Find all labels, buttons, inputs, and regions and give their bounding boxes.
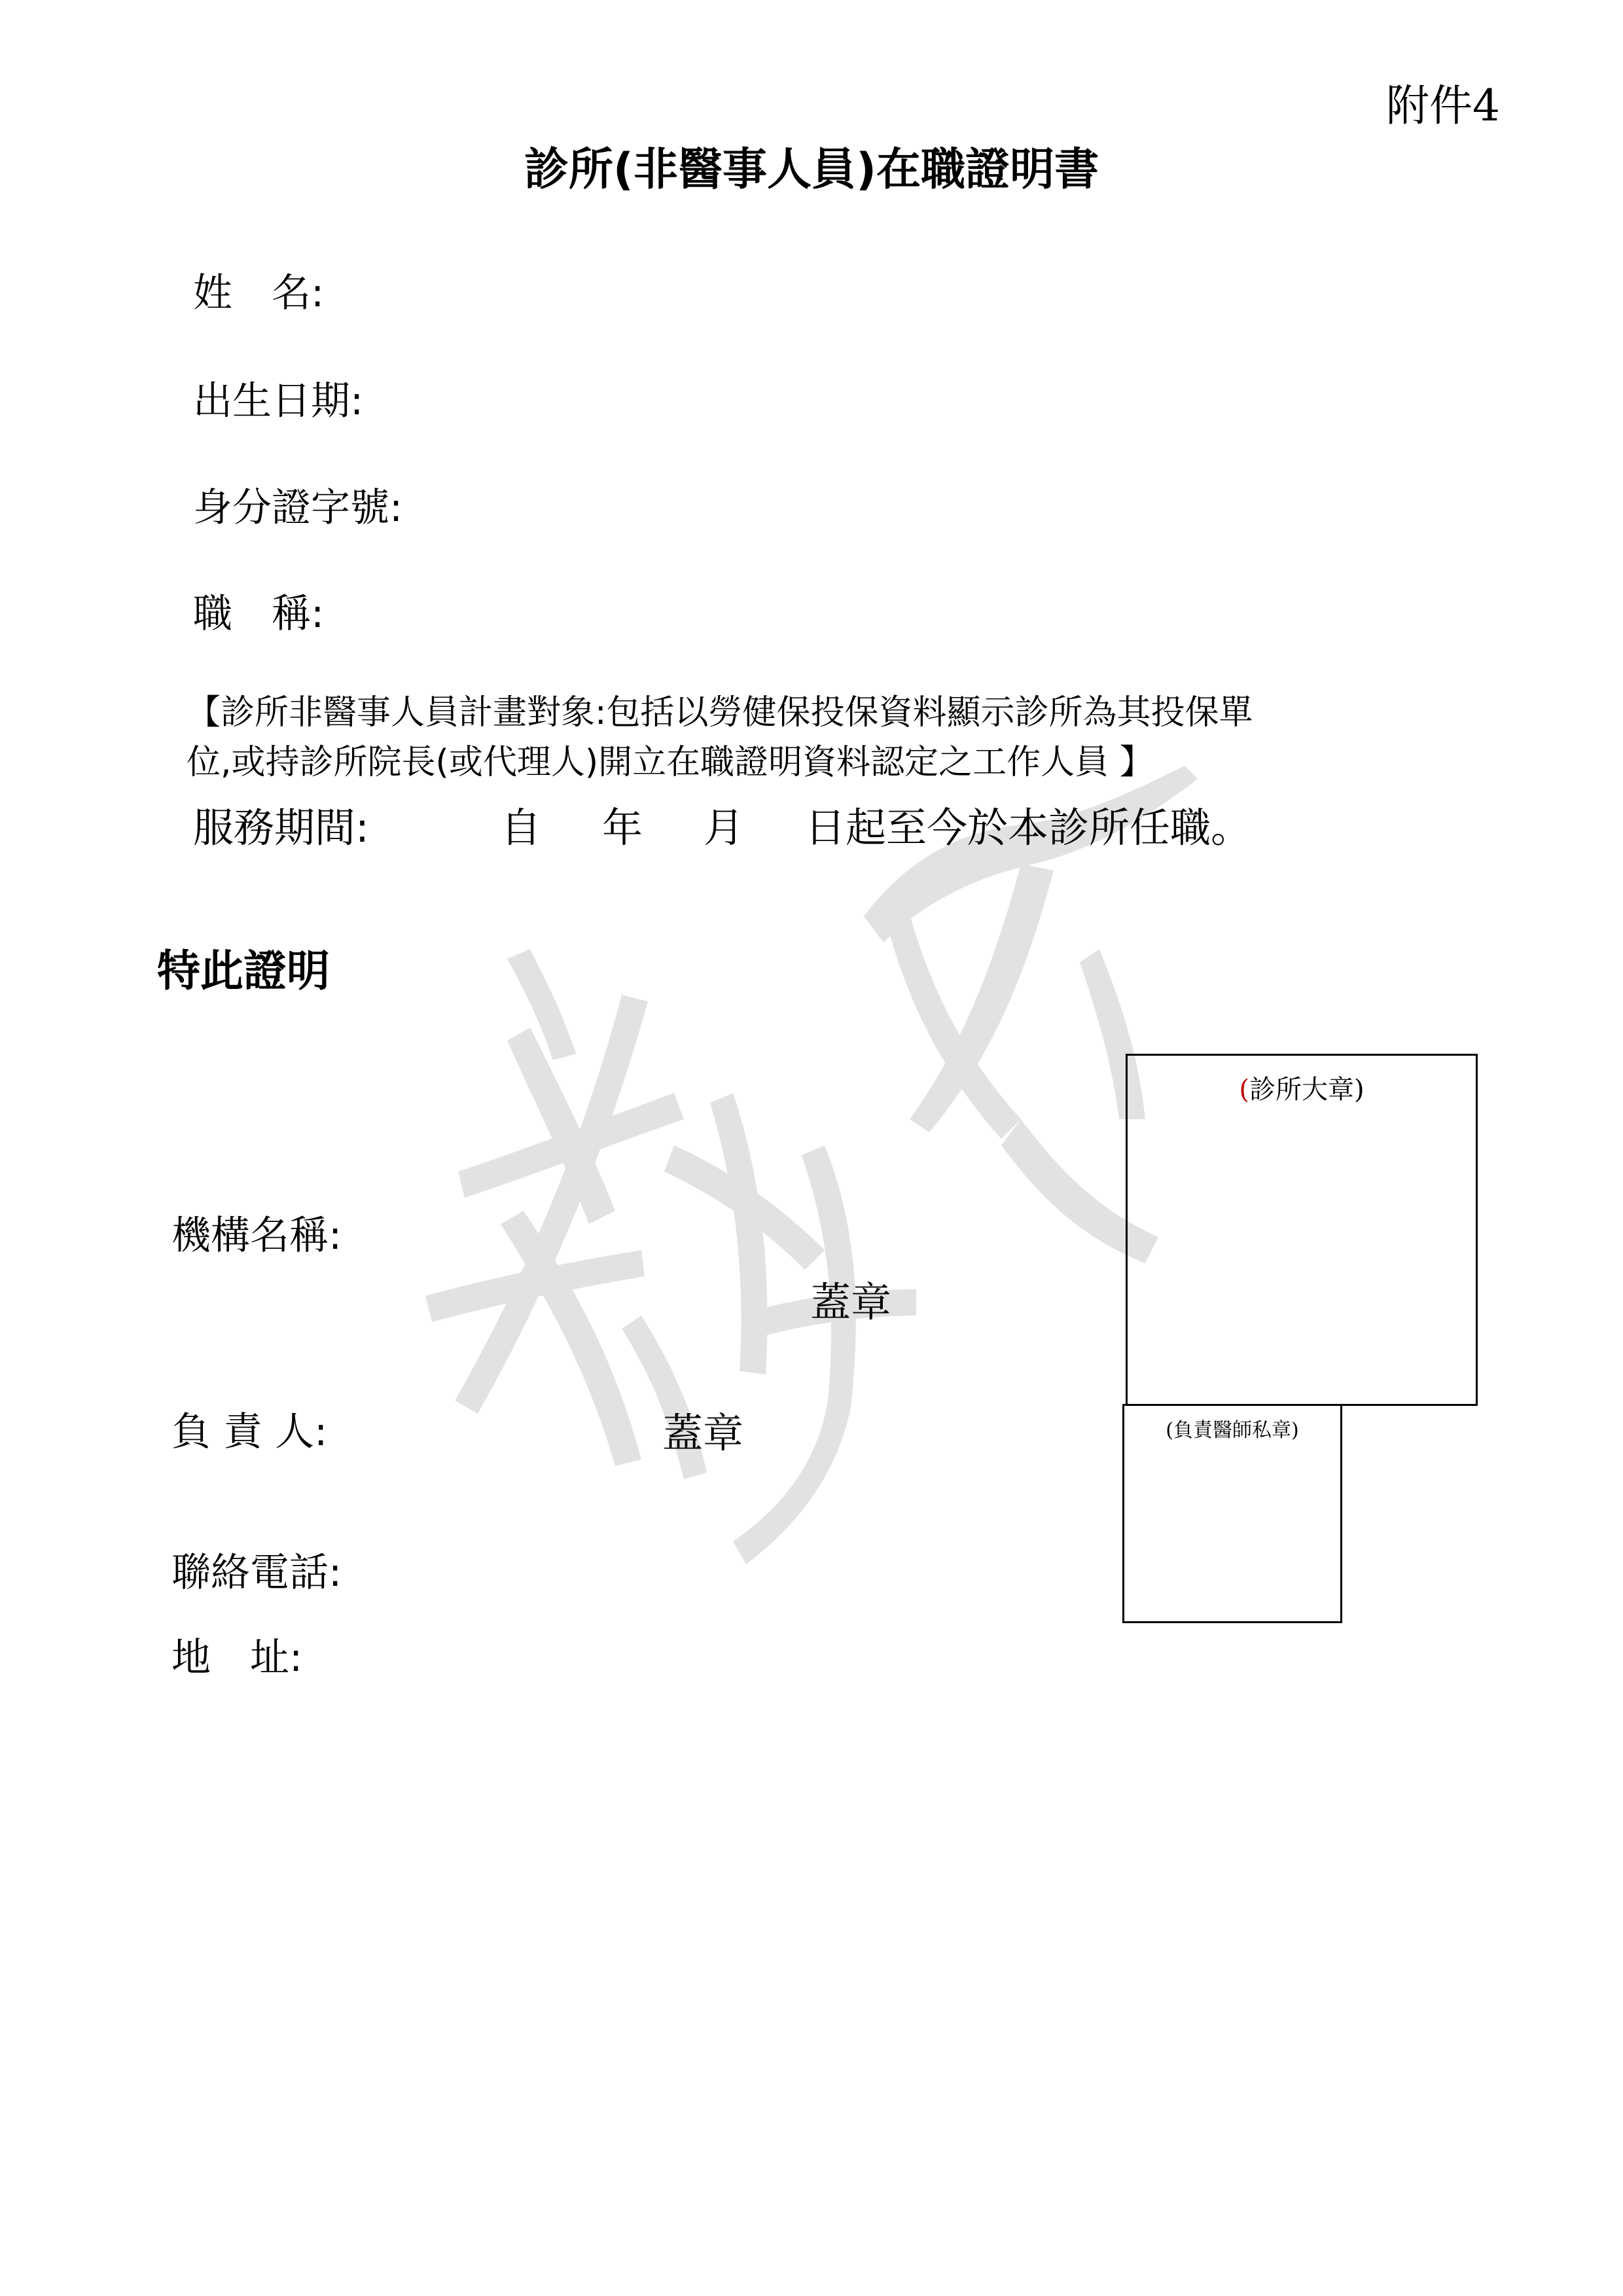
job-title-field-label: 職 稱: — [193, 591, 325, 637]
responsible-person-stamp-text: 蓋章 — [662, 1409, 744, 1457]
id-number-field-label: 身分證字號: — [193, 485, 403, 531]
organization-name-label: 機構名稱: — [171, 1213, 342, 1259]
eligibility-note-line-2: 位,或持診所院長(或代理人)開立在職證明資料認定之工作人員 】 — [187, 743, 1154, 782]
attachment-label: 附件4 — [1386, 81, 1500, 131]
dob-field-label: 出生日期: — [193, 378, 364, 424]
doctor-seal-box — [1122, 1404, 1342, 1623]
service-period-label: 服務期間: — [193, 804, 369, 852]
organization-stamp-text: 蓋章 — [810, 1278, 892, 1326]
eligibility-note-line-1: 【診所非醫事人員計畫對象:包括以勞健保投保資料顯示診所為其投保單 — [187, 693, 1253, 732]
service-period-year: 年 — [602, 804, 643, 852]
clinic-seal-label: (診所大章) — [1239, 1075, 1364, 1105]
name-field-label: 姓 名: — [193, 270, 325, 316]
contact-phone-label: 聯絡電話: — [171, 1550, 342, 1596]
doctor-seal-label: (負責醫師私章) — [1166, 1419, 1299, 1442]
address-label: 地 址: — [171, 1635, 303, 1681]
certification-heading: 特此證明 — [157, 946, 330, 996]
responsible-person-label: 負 責 人: — [171, 1409, 328, 1455]
document-title: 診所(非醫事人員)在職證明書 — [524, 144, 1099, 196]
service-period-month: 月 — [704, 804, 745, 852]
service-period-from: 自 — [501, 804, 542, 852]
clinic-seal-box — [1126, 1054, 1478, 1406]
service-period-suffix: 日起至今於本診所任職。 — [805, 804, 1252, 852]
